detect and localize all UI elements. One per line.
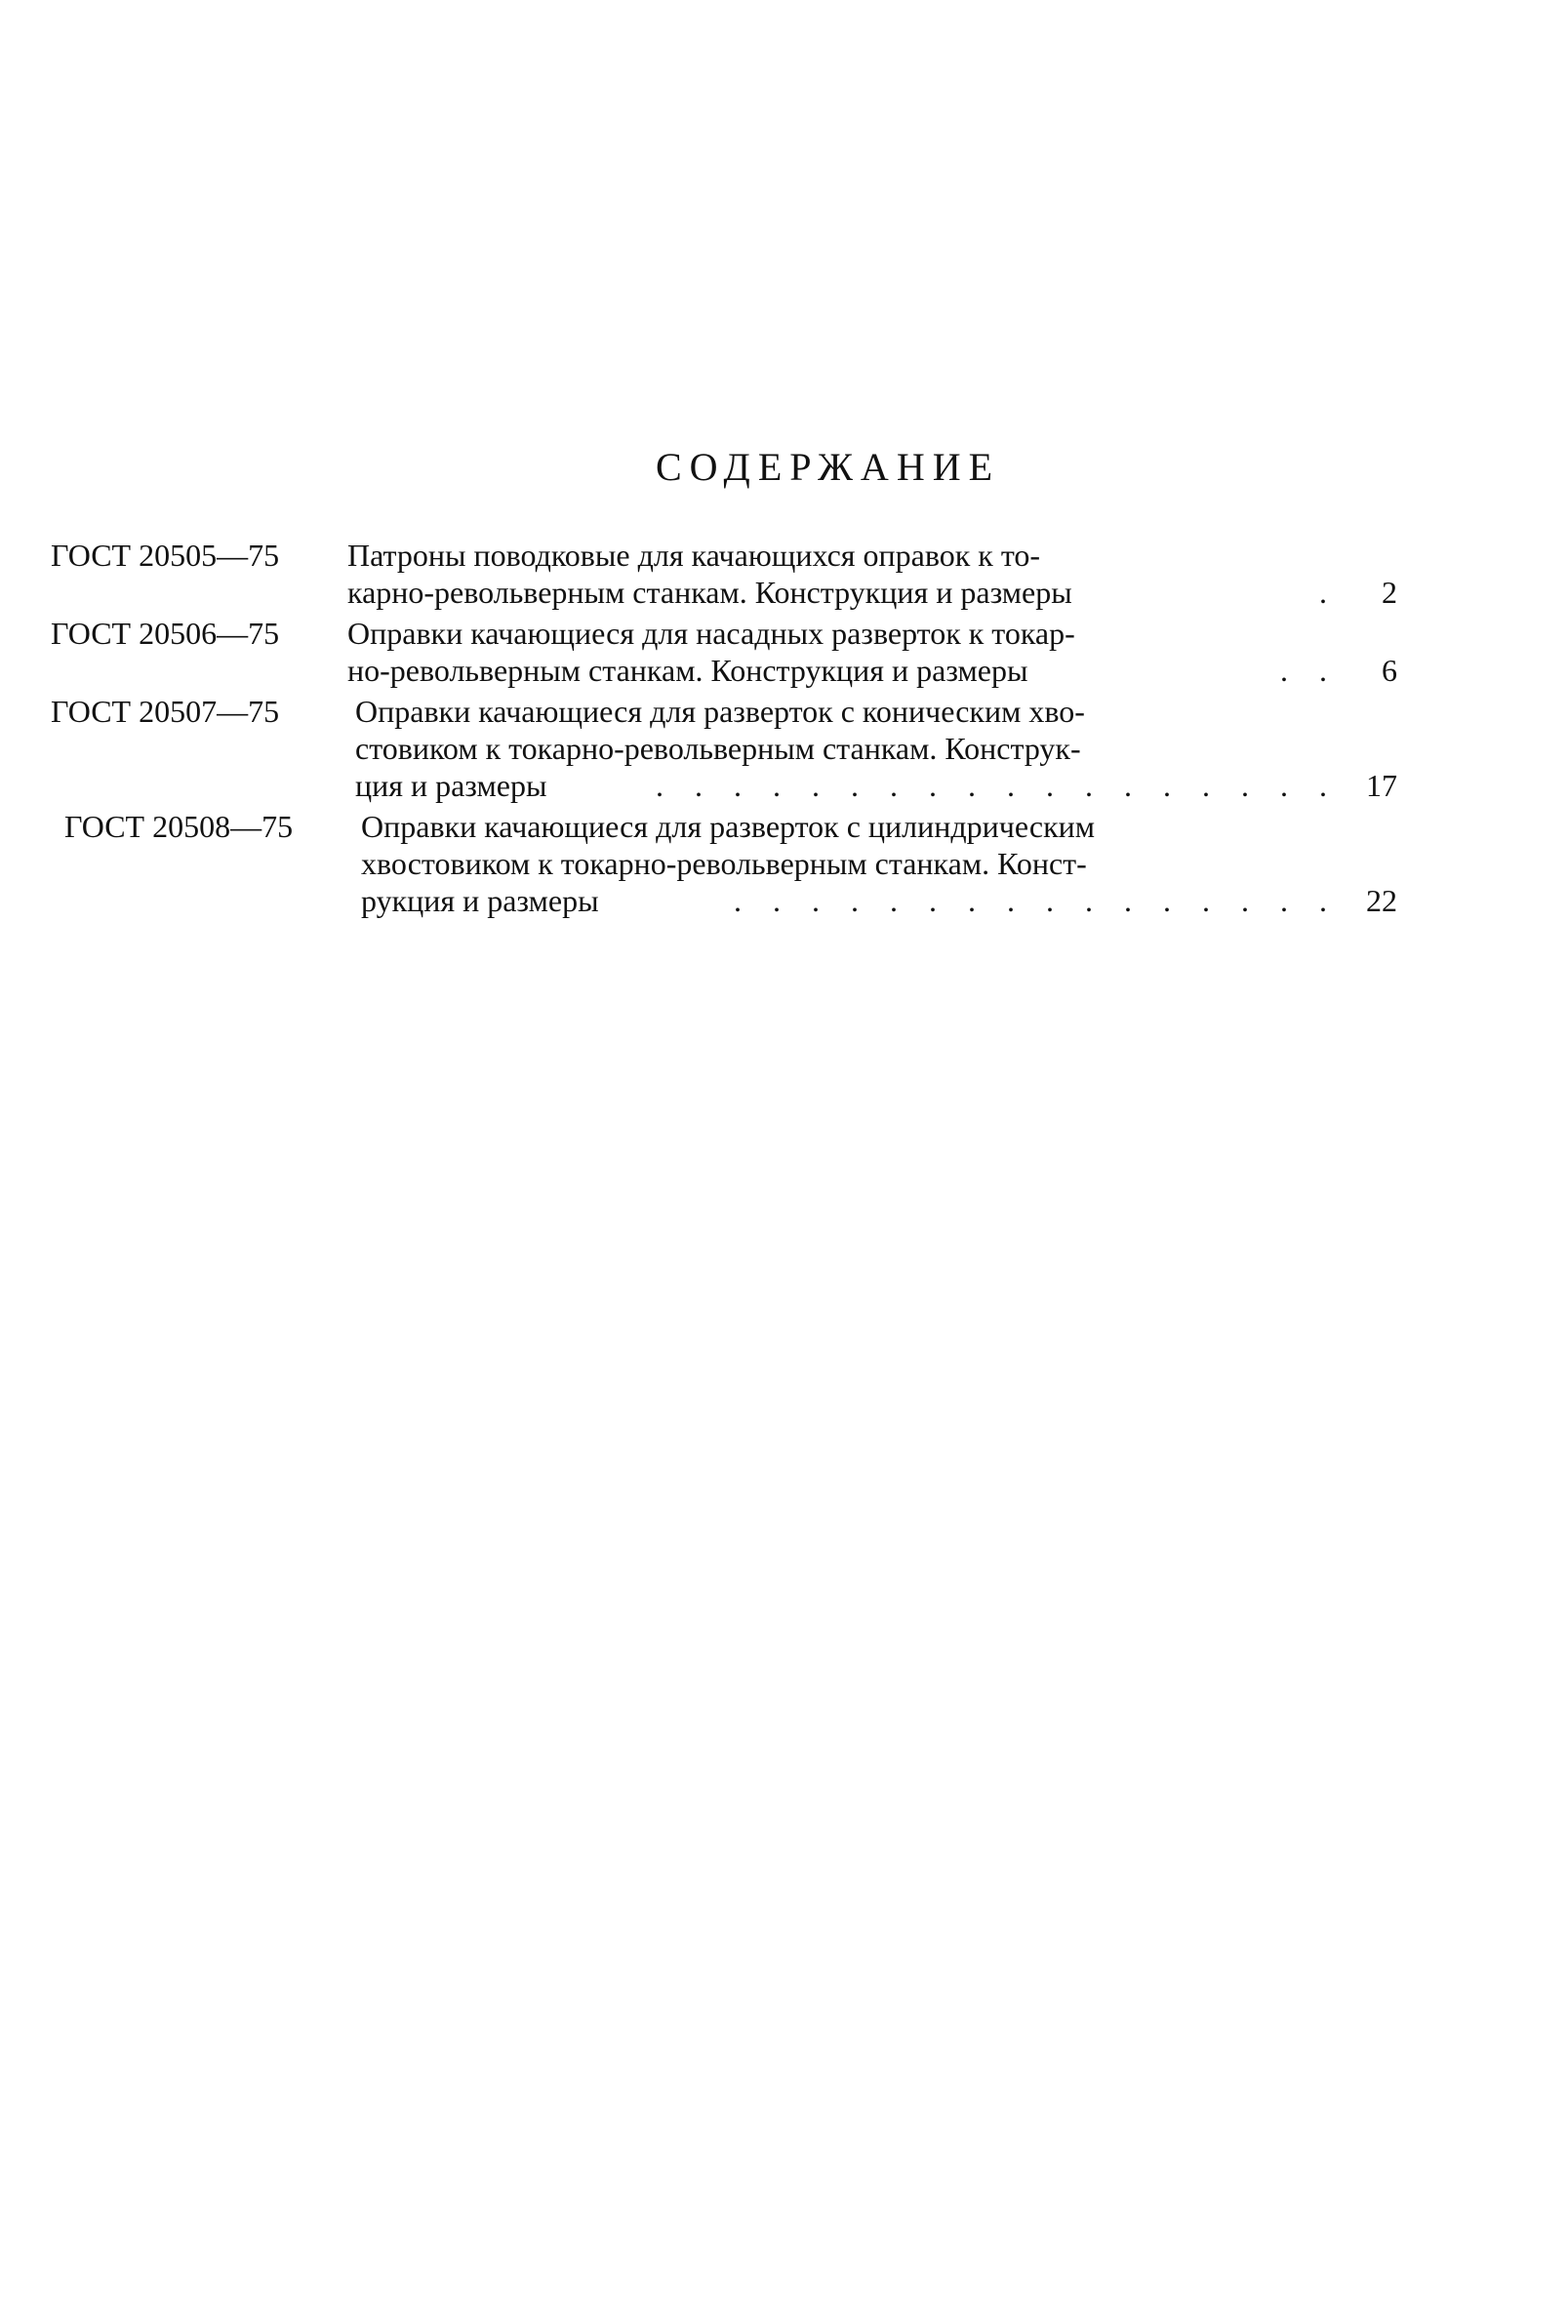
entry-body [361, 808, 1397, 919]
toc-title: СОДЕРЖАНИЕ [655, 445, 1001, 489]
entry-body [355, 693, 1397, 804]
toc-entry-gost-20508[interactable] [64, 808, 1397, 919]
page-number: 2 [1382, 575, 1397, 610]
page-number: 6 [1382, 653, 1397, 688]
entry-last-line [355, 767, 1397, 804]
standard-number: ГОСТ 20508—75 [64, 809, 294, 844]
entry-last-line [347, 574, 1397, 611]
entry-line: Оправки качающиеся для насадных разверток к токар- [347, 616, 1075, 651]
entry-line: но-револьверным станкам. Конструкция и размеры [347, 653, 1028, 688]
page-number: 22 [1366, 883, 1397, 918]
standard-number: ГОСТ 20507—75 [51, 694, 280, 729]
entry-line: хвостовиком к токарно-револьверным станкам. Конст- [361, 846, 1087, 881]
entry-line: карно-револьверным станкам. Конструкция и размеры [347, 575, 1072, 610]
entry-line: Патроны поводковые для качающихся оправок к то- [347, 538, 1041, 573]
toc-entry-gost-20505[interactable] [51, 537, 1397, 611]
page-number: 17 [1366, 768, 1397, 803]
entry-line: рукция и размеры [361, 883, 599, 918]
standard-number: ГОСТ 20505—75 [51, 538, 280, 573]
dot-leader: . . . . . . . . . . . . . . . . . . [656, 768, 1339, 803]
dot-leader: . [1319, 575, 1339, 610]
toc-entry-gost-20506[interactable] [51, 615, 1397, 689]
entry-line: Оправки качающиеся для разверток с цилиндрическим [361, 809, 1096, 844]
toc-entry-gost-20507[interactable] [51, 693, 1397, 804]
entry-body [347, 615, 1397, 689]
standard-number: ГОСТ 20506—75 [51, 616, 280, 651]
entry-last-line [347, 652, 1397, 689]
entry-body [347, 537, 1397, 611]
entry-line: стовиком к токарно-револьверным станкам. Конструк- [355, 731, 1081, 766]
toc-list [51, 537, 1397, 923]
entry-last-line [361, 882, 1397, 919]
dot-leader: . . [1280, 653, 1339, 688]
entry-line: Оправки качающиеся для разверток с коническим хво- [355, 694, 1085, 729]
entry-line: ция и размеры [355, 768, 547, 803]
dot-leader: . . . . . . . . . . . . . . . . [734, 883, 1339, 918]
